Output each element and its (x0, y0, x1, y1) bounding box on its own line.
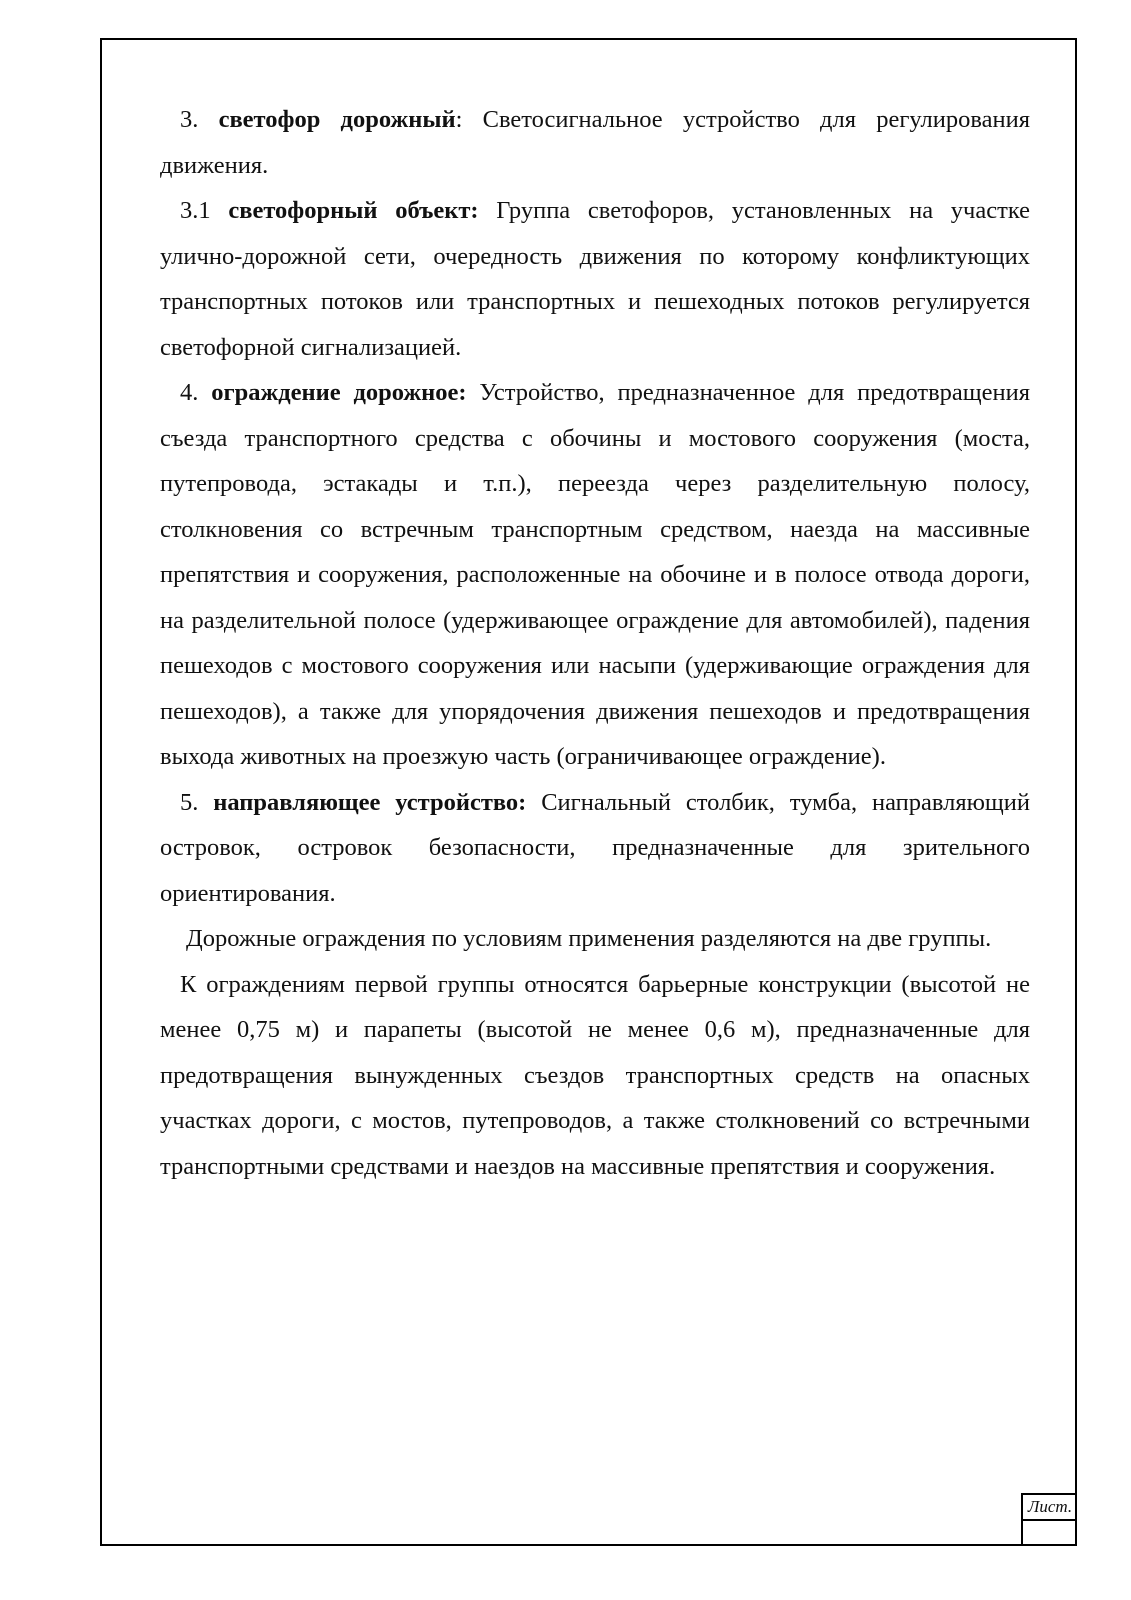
definition-number: 5. (180, 788, 199, 816)
definition-text: Устройство, предназначенное для предотвращения съезда транспортного средства с обочины и мостового сооружения (моста, путепровода, эстакады и т.п.), переезда через разделительную полосу, столкновения со встречным транспортным средством, наезда на массивные препятствия и сооружения, расположенные на обочине и в полосе отвода дороги, на разделительной полосе (удерживающее ограждение для автомобилей), падения пешеходов с мостового сооружения или насыпи (удерживающие ограждения для пешеходов), а также для упорядочения движения пешеходов и предотвращения выхода животных на проезжую часть (ограничивающее ограждение). (160, 379, 1031, 770)
definition-term: направляющее устройство: (213, 788, 527, 816)
definition-text: Группа светофоров, установленных на участке улично-дорожной сети, очередность движения по которому конфликтующих транспортных потоков или транспортных и пешеходных потоков регулируется светофорной сигнализацией. (160, 197, 1030, 361)
definition-term: ограждение дорожное: (211, 379, 467, 406)
definition-number: 3. (180, 106, 199, 133)
definition-traffic-light-object (160, 188, 1030, 370)
definition-term: светофорный объект: (228, 197, 479, 224)
definition-guiding-device (160, 780, 1030, 917)
definition-text: Сигнальный столбик, тумба, направляющий островок, островок безопасности, предназначенные для зрительного ориентирования. (160, 788, 1030, 907)
definition-number: 4. (180, 379, 199, 406)
definition-term: светофор дорожный (218, 106, 456, 133)
definition-number: 3.1 (180, 197, 211, 224)
document-body (160, 97, 1030, 1189)
definition-separator: : (455, 106, 463, 133)
sheet-stamp (1021, 1493, 1077, 1546)
first-group-paragraph: К ограждениям первой группы относятся барьерные конструкции (высотой не менее 0,75 м) и парапеты (высотой не менее 0,6 м), предназначенные для предотвращения вынужденных съездов транспортных средств на опасных участках дороги, с мостов, путепроводов, а также столкновений со встречными транспортными средствами и наездов на массивные препятствия и сооружения. (160, 970, 1030, 1180)
barrier-groups-paragraph: Дорожные ограждения по условиям применения разделяются на две группы. (186, 925, 992, 952)
definition-traffic-light (160, 97, 1030, 188)
definition-text: Светосигнальное устройство для регулирования движения. (160, 106, 1030, 179)
definition-road-barrier (160, 370, 1030, 780)
sheet-label: Лист. (1023, 1493, 1077, 1521)
